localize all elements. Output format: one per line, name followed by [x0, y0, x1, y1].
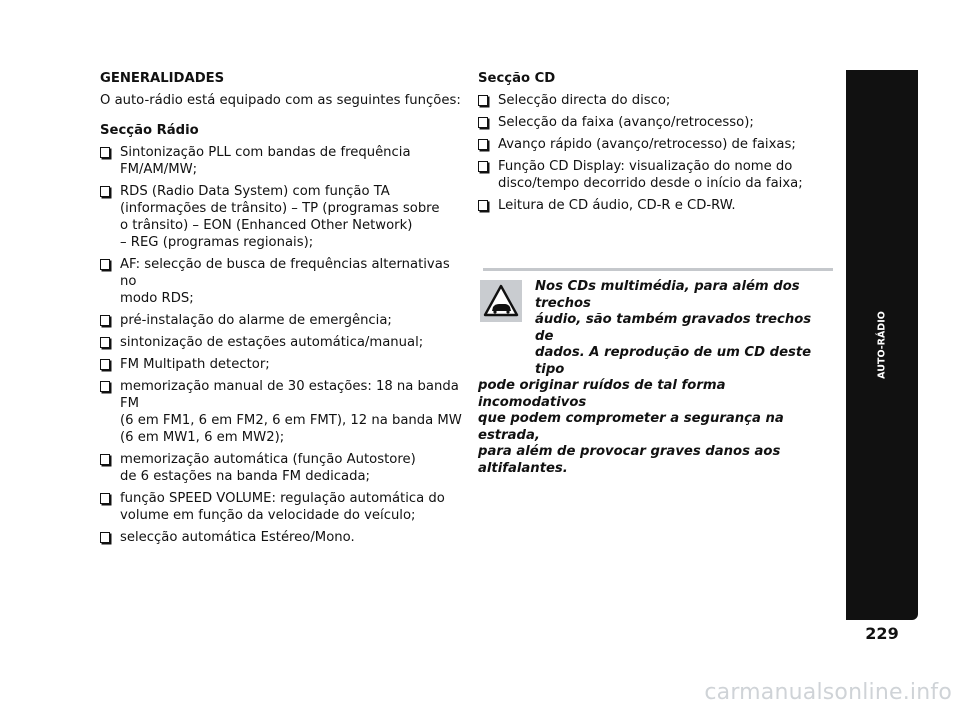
list-item-line: Função CD Display: visualização do nome do	[498, 159, 793, 174]
warning-divider	[483, 268, 833, 271]
cd-feature-list	[478, 92, 838, 214]
list-item	[100, 144, 465, 178]
checkbox-bullet-icon	[100, 315, 110, 326]
list-item-line: função SPEED VOLUME: regulação automática do	[120, 491, 445, 506]
list-item-line: Avanço rápido (avanço/retrocesso) de faixas;	[498, 137, 796, 152]
warning-line: Nos CDs multimédia, para além dos trechos	[535, 279, 800, 311]
list-item	[478, 114, 838, 131]
warning-line: dados. A reprodução de um CD deste tipo	[535, 345, 812, 377]
warning-line: para além de provocar graves danos aos	[478, 444, 781, 459]
list-item	[100, 529, 465, 546]
list-item	[100, 256, 465, 307]
right-column	[478, 70, 838, 219]
list-item	[478, 136, 838, 153]
checkbox-bullet-icon	[100, 454, 110, 465]
warning-line: que podem comprometer a segurança na estrada,	[478, 411, 784, 443]
list-item-line: – REG (programas regionais);	[120, 235, 314, 250]
list-item	[478, 92, 838, 109]
chapter-label: AUTO-RÁDIO	[876, 311, 888, 379]
left-column	[100, 70, 465, 551]
list-item-line: modo RDS;	[120, 291, 194, 306]
list-item-line: disco/tempo decorrido desde o início da faixa;	[498, 176, 803, 191]
list-item	[100, 183, 465, 251]
list-item-line: de 6 estações na banda FM dedicada;	[120, 469, 370, 484]
list-item	[478, 158, 838, 192]
list-item-line: memorização manual de 30 estações: 18 na banda FM	[120, 379, 459, 411]
warning-box	[478, 268, 833, 477]
list-item-line: (informações de trânsito) – TP (programas sobre	[120, 201, 440, 216]
checkbox-bullet-icon	[478, 200, 488, 211]
checkbox-bullet-icon	[100, 147, 110, 158]
list-item-line: FM Multipath detector;	[120, 357, 270, 372]
list-item-line: Selecção directa do disco;	[498, 93, 671, 108]
list-item-line: (6 em FM1, 6 em FM2, 6 em FMT), 12 na banda MW	[120, 413, 462, 428]
list-item-line: Selecção da faixa (avanço/retrocesso);	[498, 115, 754, 130]
radio-section-title: Secção Rádio	[100, 123, 199, 138]
checkbox-bullet-icon	[478, 139, 488, 150]
list-item-line: pré-instalação do alarme de emergência;	[120, 313, 392, 328]
checkbox-bullet-icon	[100, 337, 110, 348]
page-number: 229	[865, 624, 899, 643]
warning-line: pode originar ruídos de tal forma incomodativos	[478, 378, 726, 410]
intro-text: O auto-rádio está equipado com as seguintes funções:	[100, 93, 461, 108]
list-item	[478, 197, 838, 214]
checkbox-bullet-icon	[478, 117, 488, 128]
list-item	[100, 334, 465, 351]
checkbox-bullet-icon	[478, 161, 488, 172]
list-item-line: FM/AM/MW;	[120, 162, 198, 177]
list-item-line: volume em função da velocidade do veículo;	[120, 508, 416, 523]
checkbox-bullet-icon	[100, 381, 110, 392]
checkbox-bullet-icon	[100, 259, 110, 270]
list-item-line: Sintonização PLL com bandas de frequência	[120, 145, 411, 160]
generalidades-heading: GENERALIDADES	[100, 71, 225, 86]
warning-line: áudio, são também gravados trechos de	[535, 312, 812, 344]
list-item	[100, 451, 465, 485]
cd-section-title: Secção CD	[478, 71, 556, 86]
list-item	[100, 490, 465, 524]
list-item-line: (6 em MW1, 6 em MW2);	[120, 430, 285, 445]
checkbox-bullet-icon	[100, 186, 110, 197]
checkbox-bullet-icon	[478, 95, 488, 106]
radio-feature-list	[100, 144, 465, 546]
list-item	[100, 356, 465, 373]
list-item-line: AF: selecção de busca de frequências alternativas no	[120, 257, 450, 289]
warning-text	[478, 279, 833, 477]
list-item-line: selecção automática Estéreo/Mono.	[120, 530, 355, 545]
list-item-line: Leitura de CD áudio, CD-R e CD-RW.	[498, 198, 736, 213]
checkbox-bullet-icon	[100, 359, 110, 370]
chapter-sidebar-tab	[846, 70, 918, 620]
warning-line: altifalantes.	[478, 460, 568, 476]
warning-car-icon	[480, 280, 522, 322]
list-item-line: o trânsito) – EON (Enhanced Other Network)	[120, 218, 413, 233]
watermark: carmanualsonline.info	[704, 680, 952, 705]
checkbox-bullet-icon	[100, 493, 110, 504]
checkbox-bullet-icon	[100, 532, 110, 543]
list-item-line: memorização automática (função Autostore)	[120, 452, 416, 467]
list-item	[100, 312, 465, 329]
list-item-line: RDS (Radio Data System) com função TA	[120, 184, 390, 199]
list-item	[100, 378, 465, 446]
list-item-line: sintonização de estações automática/manual;	[120, 335, 424, 350]
